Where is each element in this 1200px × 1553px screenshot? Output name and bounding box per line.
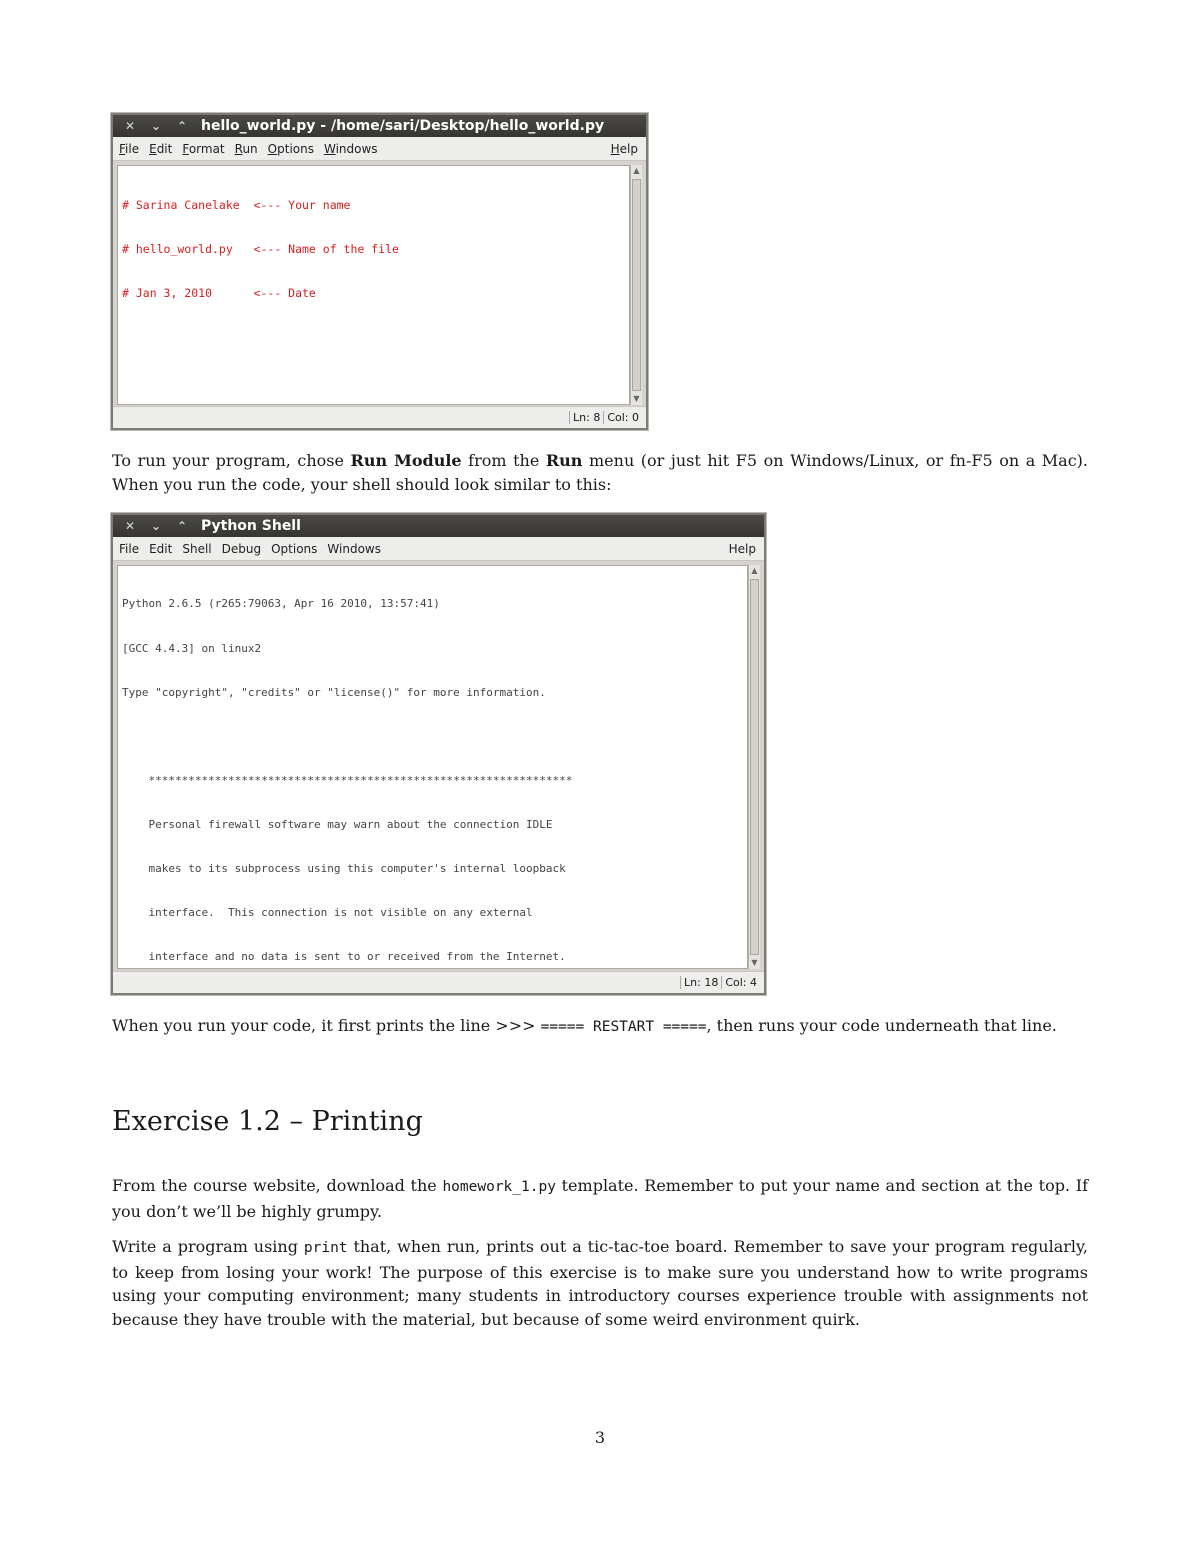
- col-indicator: Col: 0: [603, 411, 642, 424]
- shell-line: interface and no data is sent to or received from the Internet.: [122, 950, 566, 964]
- menu-windows[interactable]: Windows: [327, 541, 381, 556]
- menu-shell[interactable]: Shell: [182, 541, 212, 556]
- minimize-icon[interactable]: ⌄: [150, 519, 162, 533]
- editor-window: [111, 113, 648, 430]
- menu-windows[interactable]: Windows: [323, 141, 378, 156]
- line-indicator: Ln: 8: [569, 411, 603, 424]
- print-keyword: print: [303, 1240, 348, 1256]
- menu-options[interactable]: Options: [271, 541, 318, 556]
- maximize-icon[interactable]: ⌃: [176, 119, 188, 133]
- scroll-down-icon[interactable]: ▼: [751, 958, 758, 967]
- code-line: [122, 331, 625, 346]
- maximize-icon[interactable]: ⌃: [176, 519, 188, 533]
- editor-titlebar: [113, 115, 646, 137]
- shell-statusbar: [113, 971, 764, 993]
- code-line: [122, 375, 625, 390]
- scroll-down-icon[interactable]: ▼: [633, 394, 640, 403]
- line-indicator: Ln: 18: [680, 976, 721, 989]
- menu-run[interactable]: Run: [234, 141, 258, 156]
- editor-text-area[interactable]: [117, 165, 630, 405]
- shell-menubar: [113, 537, 764, 561]
- shell-line: Personal firewall software may warn about the connection IDLE: [122, 817, 553, 831]
- shell-titlebar: [113, 515, 764, 537]
- shell-window: [111, 513, 766, 995]
- restart-explanation: When you run your code, it first prints the line >>> ===== RESTART =====, then runs your code underneath that line.: [112, 1016, 1057, 1035]
- menu-edit[interactable]: Edit: [149, 141, 173, 156]
- shell-line: interface. This connection is not visible on any external: [122, 906, 533, 920]
- scroll-thumb[interactable]: [632, 179, 641, 391]
- editor-title: hello_world.py - /home/sari/Desktop/hello_world.py: [201, 118, 605, 134]
- shell-line: [GCC 4.4.3] on linux2: [122, 641, 262, 655]
- page-number: 3: [594, 1428, 606, 1447]
- exercise-heading: Exercise 1.2 – Printing: [112, 1106, 423, 1137]
- editor-menubar: [113, 137, 646, 161]
- run-label: Run: [545, 451, 583, 470]
- shell-scrollbar[interactable]: [748, 565, 760, 969]
- restart-code: ===== RESTART =====: [540, 1019, 707, 1035]
- scroll-up-icon[interactable]: ▲: [751, 566, 758, 575]
- scroll-thumb[interactable]: [750, 579, 759, 955]
- menu-file[interactable]: File: [119, 141, 140, 156]
- run-instructions: To run your program, chose Run Module from the Run menu (or just hit F5 on Windows/Linux, or fn-F5 on a Mac). When you run the code, your shell should look similar to this:: [112, 451, 1088, 494]
- col-indicator: Col: 4: [721, 976, 760, 989]
- editor-statusbar: [113, 406, 646, 428]
- menu-debug[interactable]: Debug: [221, 541, 262, 556]
- shell-line: makes to its subprocess using this computer's internal loopback: [122, 862, 566, 876]
- menu-help[interactable]: Help: [610, 141, 638, 156]
- code-line: # Jan 3, 2010 <--- Date: [122, 286, 316, 301]
- code-line: # Sarina Canelake <--- Your name: [122, 197, 351, 212]
- minimize-icon[interactable]: ⌄: [150, 119, 162, 133]
- close-icon[interactable]: ✕: [124, 119, 136, 133]
- menu-help[interactable]: Help: [728, 541, 756, 556]
- menu-edit[interactable]: Edit: [149, 541, 173, 556]
- code-line: # hello_world.py <--- Name of the file: [122, 241, 399, 256]
- shell-title: Python Shell: [201, 518, 301, 534]
- shell-text-area[interactable]: [117, 565, 748, 969]
- menu-options[interactable]: Options: [267, 141, 314, 156]
- shell-line: [122, 730, 743, 745]
- shell-line: ****************************************************************: [122, 773, 573, 787]
- exercise-intro: From the course website, download the homework_1.py template. Remember to put your name and section at the top. If you don’t we’ll be highly grumpy.: [112, 1176, 1088, 1221]
- menu-file[interactable]: File: [119, 541, 140, 556]
- shell-line: Type "copyright", "credits" or "license()" for more information.: [122, 685, 546, 699]
- editor-scrollbar[interactable]: [630, 165, 642, 405]
- exercise-task: Write a program using print that, when run, prints out a tic-tac-toe board. Remember to save your program regularly, to keep from losing your work! The purpose of this exercise is to make sure you understand how to write programs using your computing environment; many students in introductory courses experience trouble with assignments not because they have trouble with the material, but because of some weird environment quirk.: [112, 1237, 1089, 1329]
- scroll-up-icon[interactable]: ▲: [633, 166, 640, 175]
- close-icon[interactable]: ✕: [124, 519, 136, 533]
- shell-line: Python 2.6.5 (r265:79063, Apr 16 2010, 13:57:41): [122, 597, 440, 611]
- menu-format[interactable]: Format: [182, 141, 225, 156]
- template-filename: homework_1.py: [442, 1179, 556, 1195]
- run-module-label: Run Module: [350, 451, 462, 470]
